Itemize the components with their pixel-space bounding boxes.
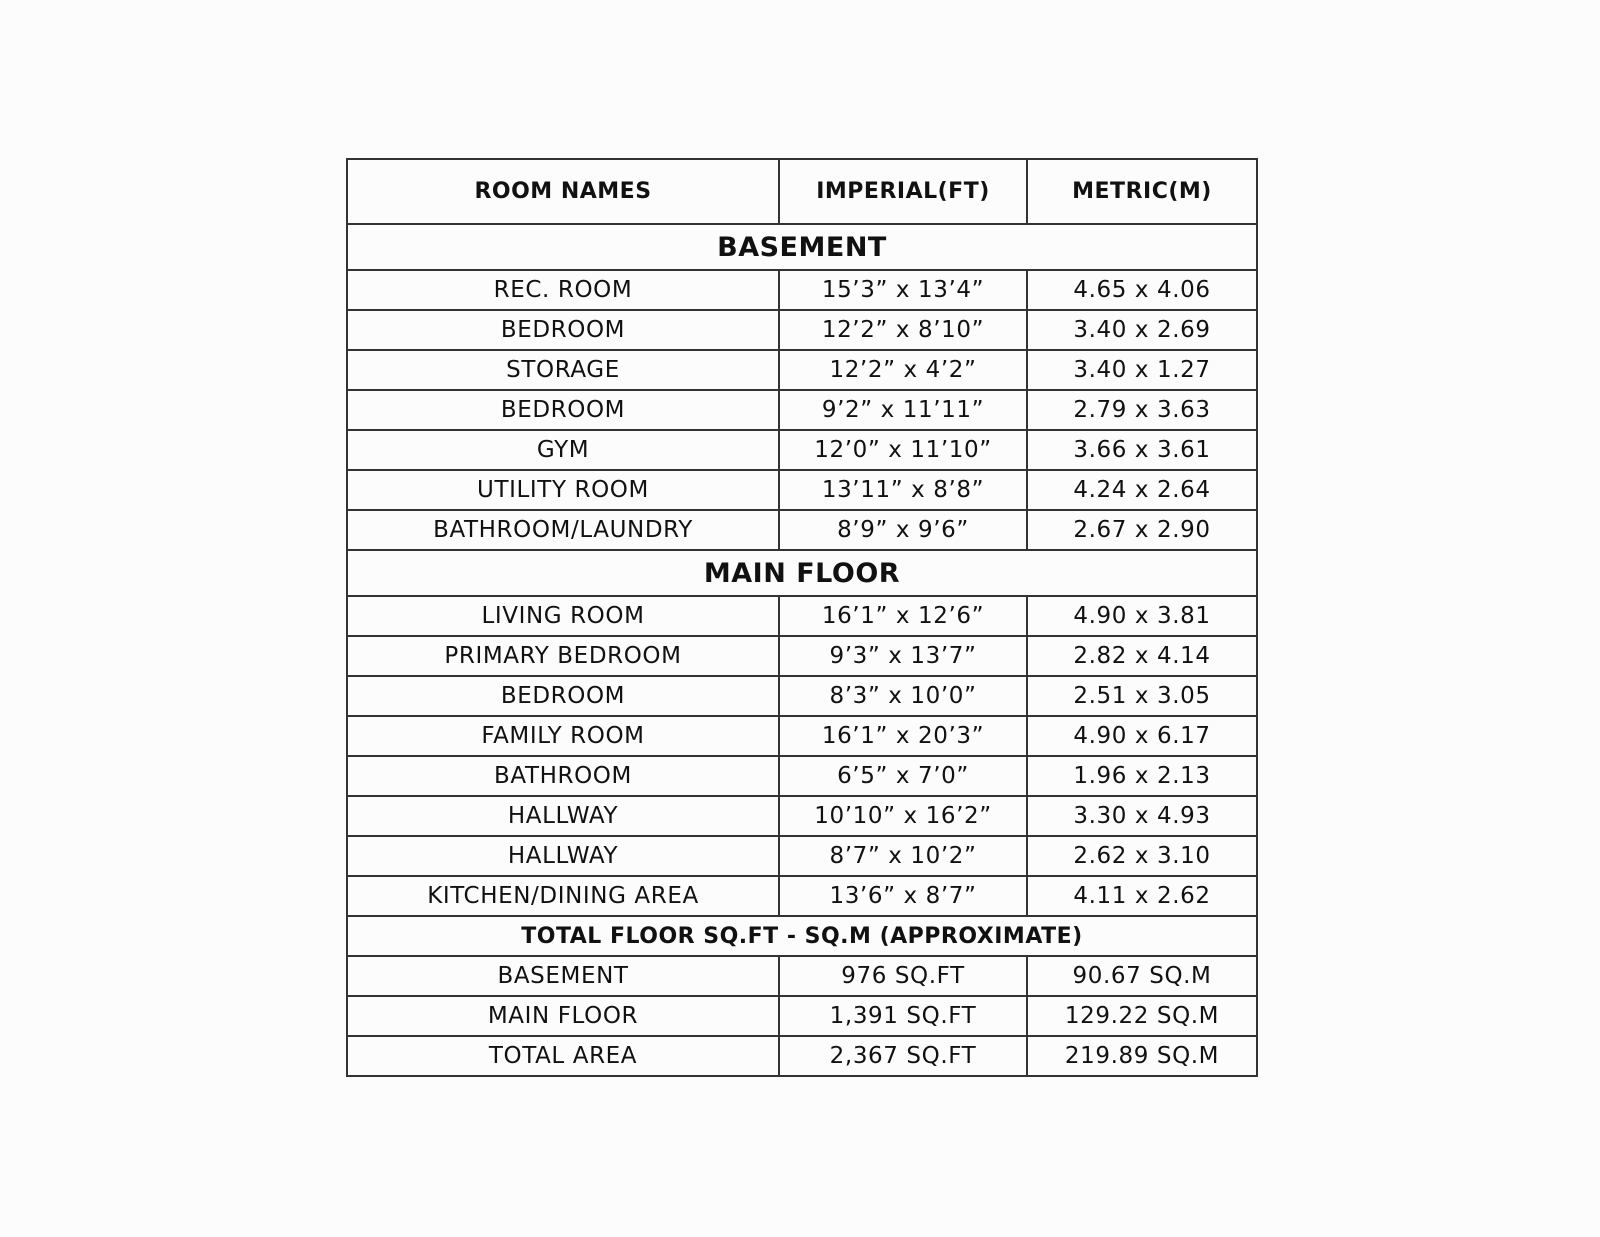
section-basement-row [347, 224, 1257, 270]
metric-dimensions: 4.65 x 4.06 [1027, 270, 1257, 310]
table-row [347, 390, 1257, 430]
metric-dimensions: 3.66 x 3.61 [1027, 430, 1257, 470]
metric-dimensions: 2.67 x 2.90 [1027, 510, 1257, 550]
totals-title-row [347, 916, 1257, 956]
metric-dimensions: 4.24 x 2.64 [1027, 470, 1257, 510]
table-row [347, 270, 1257, 310]
total-row [347, 956, 1257, 996]
table-row [347, 596, 1257, 636]
room-dimensions-table [346, 158, 1258, 1077]
total-row [347, 1036, 1257, 1076]
imperial-dimensions: 8’7” x 10’2” [779, 836, 1027, 876]
total-metric: 129.22 SQ.M [1027, 996, 1257, 1036]
table-row [347, 430, 1257, 470]
room-name: UTILITY ROOM [347, 470, 779, 510]
room-name: HALLWAY [347, 796, 779, 836]
metric-dimensions: 2.82 x 4.14 [1027, 636, 1257, 676]
table-row [347, 350, 1257, 390]
total-imperial: 2,367 SQ.FT [779, 1036, 1027, 1076]
table-row [347, 796, 1257, 836]
table-row [347, 876, 1257, 916]
metric-dimensions: 4.11 x 2.62 [1027, 876, 1257, 916]
header-room-names: ROOM NAMES [347, 159, 779, 224]
table-row [347, 636, 1257, 676]
table-row [347, 756, 1257, 796]
imperial-dimensions: 16’1” x 20’3” [779, 716, 1027, 756]
room-name: LIVING ROOM [347, 596, 779, 636]
total-imperial: 1,391 SQ.FT [779, 996, 1027, 1036]
total-label: MAIN FLOOR [347, 996, 779, 1036]
header-metric: METRIC(M) [1027, 159, 1257, 224]
metric-dimensions: 2.51 x 3.05 [1027, 676, 1257, 716]
table-row [347, 510, 1257, 550]
imperial-dimensions: 9’3” x 13’7” [779, 636, 1027, 676]
imperial-dimensions: 9’2” x 11’11” [779, 390, 1027, 430]
room-name: BEDROOM [347, 676, 779, 716]
total-metric: 219.89 SQ.M [1027, 1036, 1257, 1076]
imperial-dimensions: 6’5” x 7’0” [779, 756, 1027, 796]
room-name: FAMILY ROOM [347, 716, 779, 756]
imperial-dimensions: 16’1” x 12’6” [779, 596, 1027, 636]
section-title-basement: BASEMENT [347, 224, 1257, 270]
table-header-row [347, 159, 1257, 224]
imperial-dimensions: 15’3” x 13’4” [779, 270, 1027, 310]
room-name: BEDROOM [347, 390, 779, 430]
imperial-dimensions: 8’9” x 9’6” [779, 510, 1027, 550]
room-name: PRIMARY BEDROOM [347, 636, 779, 676]
metric-dimensions: 3.40 x 2.69 [1027, 310, 1257, 350]
section-main-floor-row [347, 550, 1257, 596]
total-label: TOTAL AREA [347, 1036, 779, 1076]
imperial-dimensions: 8’3” x 10’0” [779, 676, 1027, 716]
room-name: KITCHEN/DINING AREA [347, 876, 779, 916]
room-name: REC. ROOM [347, 270, 779, 310]
room-name: STORAGE [347, 350, 779, 390]
table-row [347, 470, 1257, 510]
table-row [347, 310, 1257, 350]
header-imperial: IMPERIAL(FT) [779, 159, 1027, 224]
metric-dimensions: 3.30 x 4.93 [1027, 796, 1257, 836]
table-row [347, 716, 1257, 756]
imperial-dimensions: 12’0” x 11’10” [779, 430, 1027, 470]
section-title-main-floor: MAIN FLOOR [347, 550, 1257, 596]
imperial-dimensions: 13’11” x 8’8” [779, 470, 1027, 510]
table-row [347, 836, 1257, 876]
metric-dimensions: 3.40 x 1.27 [1027, 350, 1257, 390]
metric-dimensions: 4.90 x 3.81 [1027, 596, 1257, 636]
total-row [347, 996, 1257, 1036]
room-name: BEDROOM [347, 310, 779, 350]
totals-title: TOTAL FLOOR SQ.FT - SQ.M (APPROXIMATE) [347, 916, 1257, 956]
total-label: BASEMENT [347, 956, 779, 996]
room-name: HALLWAY [347, 836, 779, 876]
imperial-dimensions: 10’10” x 16’2” [779, 796, 1027, 836]
imperial-dimensions: 12’2” x 8’10” [779, 310, 1027, 350]
metric-dimensions: 2.79 x 3.63 [1027, 390, 1257, 430]
room-name: BATHROOM/LAUNDRY [347, 510, 779, 550]
room-name: GYM [347, 430, 779, 470]
metric-dimensions: 2.62 x 3.10 [1027, 836, 1257, 876]
metric-dimensions: 4.90 x 6.17 [1027, 716, 1257, 756]
metric-dimensions: 1.96 x 2.13 [1027, 756, 1257, 796]
room-name: BATHROOM [347, 756, 779, 796]
imperial-dimensions: 13’6” x 8’7” [779, 876, 1027, 916]
imperial-dimensions: 12’2” x 4’2” [779, 350, 1027, 390]
table-row [347, 676, 1257, 716]
total-imperial: 976 SQ.FT [779, 956, 1027, 996]
total-metric: 90.67 SQ.M [1027, 956, 1257, 996]
